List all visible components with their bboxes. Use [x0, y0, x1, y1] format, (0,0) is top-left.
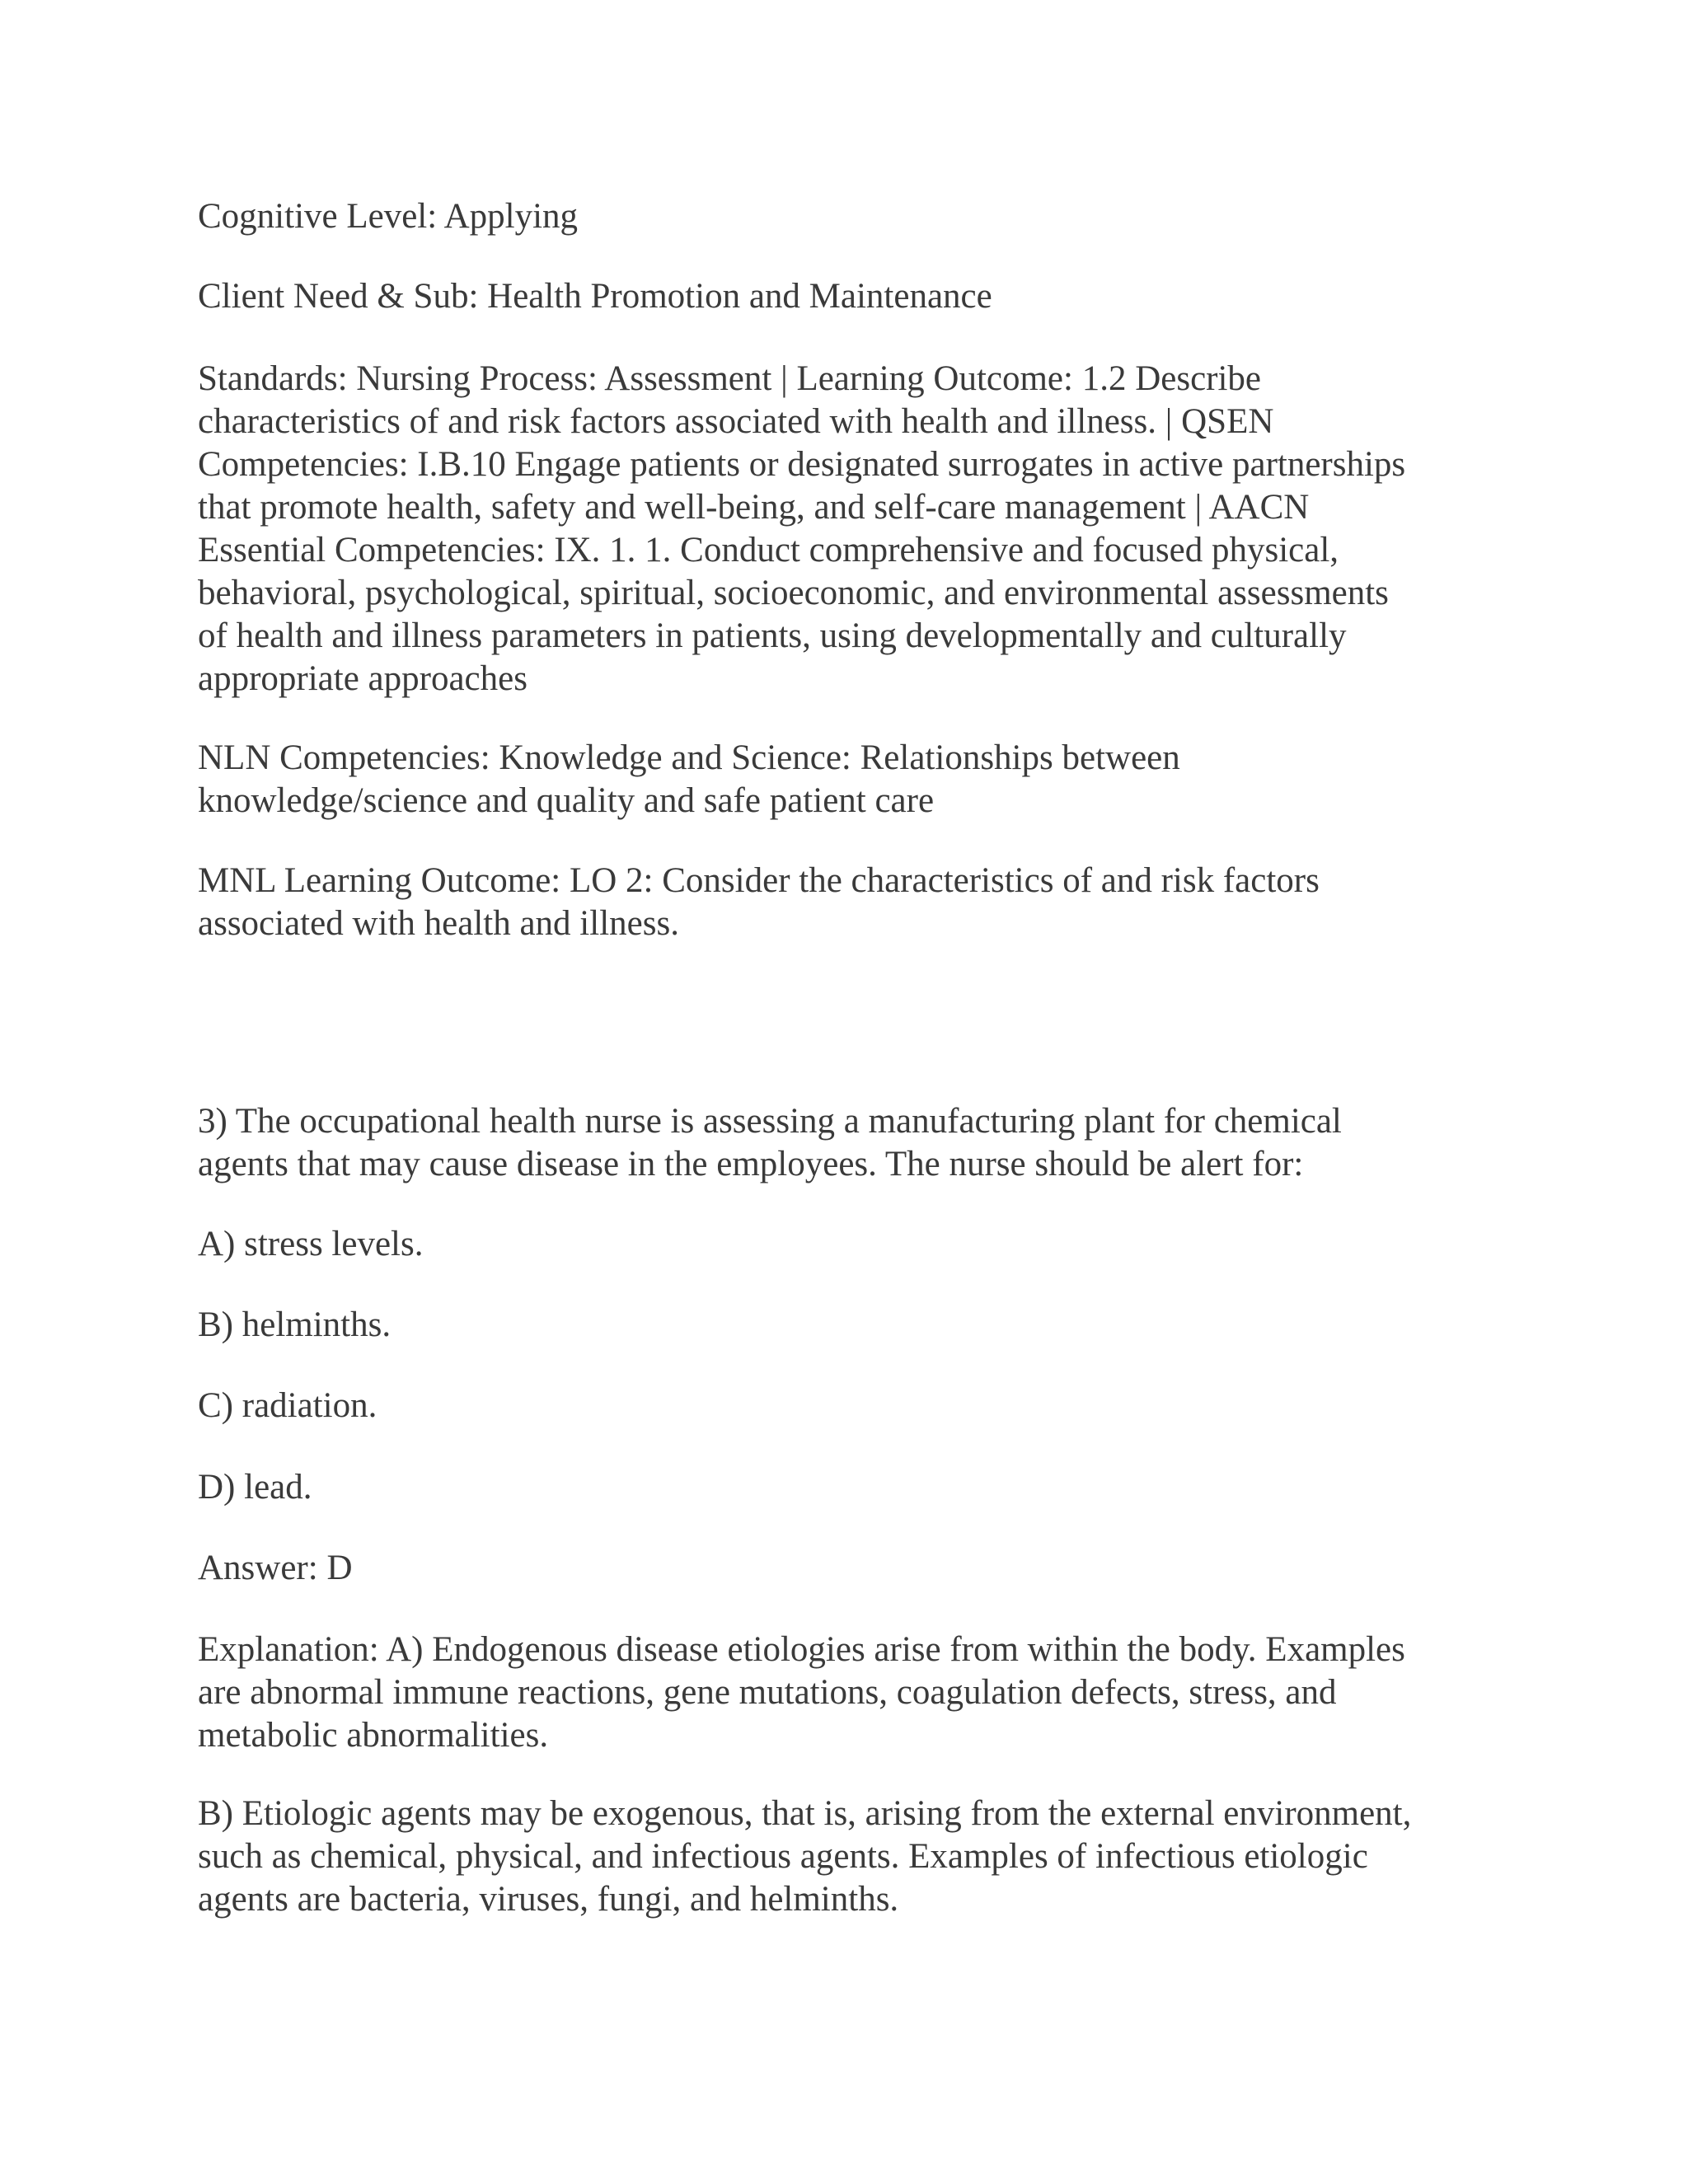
text-line: characteristics of and risk factors associated with health and illness. | QSEN: [198, 402, 1274, 441]
text-line: NLN Competencies: Knowledge and Science: Relationships between: [198, 738, 1180, 777]
text-line: that promote health, safety and well-being, and self-care management | AACN: [198, 488, 1310, 527]
text-line: of health and illness parameters in patients, using developmentally and culturally: [198, 616, 1347, 655]
option-b: B) helminths.: [198, 1305, 392, 1344]
explanation-b: [198, 1793, 1550, 1921]
text-line: Competencies: I.B.10 Engage patients or designated surrogates in active partnerships: [198, 445, 1406, 484]
text-line: 3) The occupational health nurse is assessing a manufacturing plant for chemical: [198, 1102, 1342, 1141]
mnl-learning-outcome: [198, 860, 1550, 945]
answer: Answer: D: [198, 1549, 353, 1587]
cognitive-level: Cognitive Level: Applying: [198, 197, 579, 236]
text-line: agents are bacteria, viruses, fungi, and helminths.: [198, 1880, 899, 1919]
text-line: such as chemical, physical, and infectious agents. Examples of infectious etiologic: [198, 1837, 1368, 1876]
client-need: Client Need & Sub: Health Promotion and Maintenance: [198, 277, 992, 316]
text-line: Standards: Nursing Process: Assessment | Learning Outcome: 1.2 Describe: [198, 359, 1262, 398]
text-line: behavioral, psychological, spiritual, socioeconomic, and environmental assessments: [198, 574, 1389, 612]
text-line: appropriate approaches: [198, 659, 528, 698]
text-line: agents that may cause disease in the employees. The nurse should be alert for:: [198, 1145, 1304, 1183]
question-stem: [198, 1100, 1550, 1186]
text-line: metabolic abnormalities.: [198, 1716, 549, 1755]
text-line: MNL Learning Outcome: LO 2: Consider the characteristics of and risk factors: [198, 861, 1320, 900]
standards-paragraph: [198, 358, 1550, 701]
text-line: Explanation: A) Endogenous disease etiologies arise from within the body. Examples: [198, 1630, 1405, 1669]
text-line: associated with health and illness.: [198, 904, 679, 943]
text-line: Essential Competencies: IX. 1. 1. Conduct comprehensive and focused physical,: [198, 531, 1339, 569]
option-c: C) radiation.: [198, 1386, 377, 1425]
text-line: knowledge/science and quality and safe patient care: [198, 781, 935, 820]
option-a: A) stress levels.: [198, 1225, 424, 1263]
text-line: B) Etiologic agents may be exogenous, that is, arising from the external environment,: [198, 1794, 1412, 1833]
nln-competencies: [198, 737, 1550, 823]
explanation-a: [198, 1629, 1550, 1757]
text-line: are abnormal immune reactions, gene mutations, coagulation defects, stress, and: [198, 1673, 1337, 1712]
option-d: D) lead.: [198, 1468, 312, 1507]
